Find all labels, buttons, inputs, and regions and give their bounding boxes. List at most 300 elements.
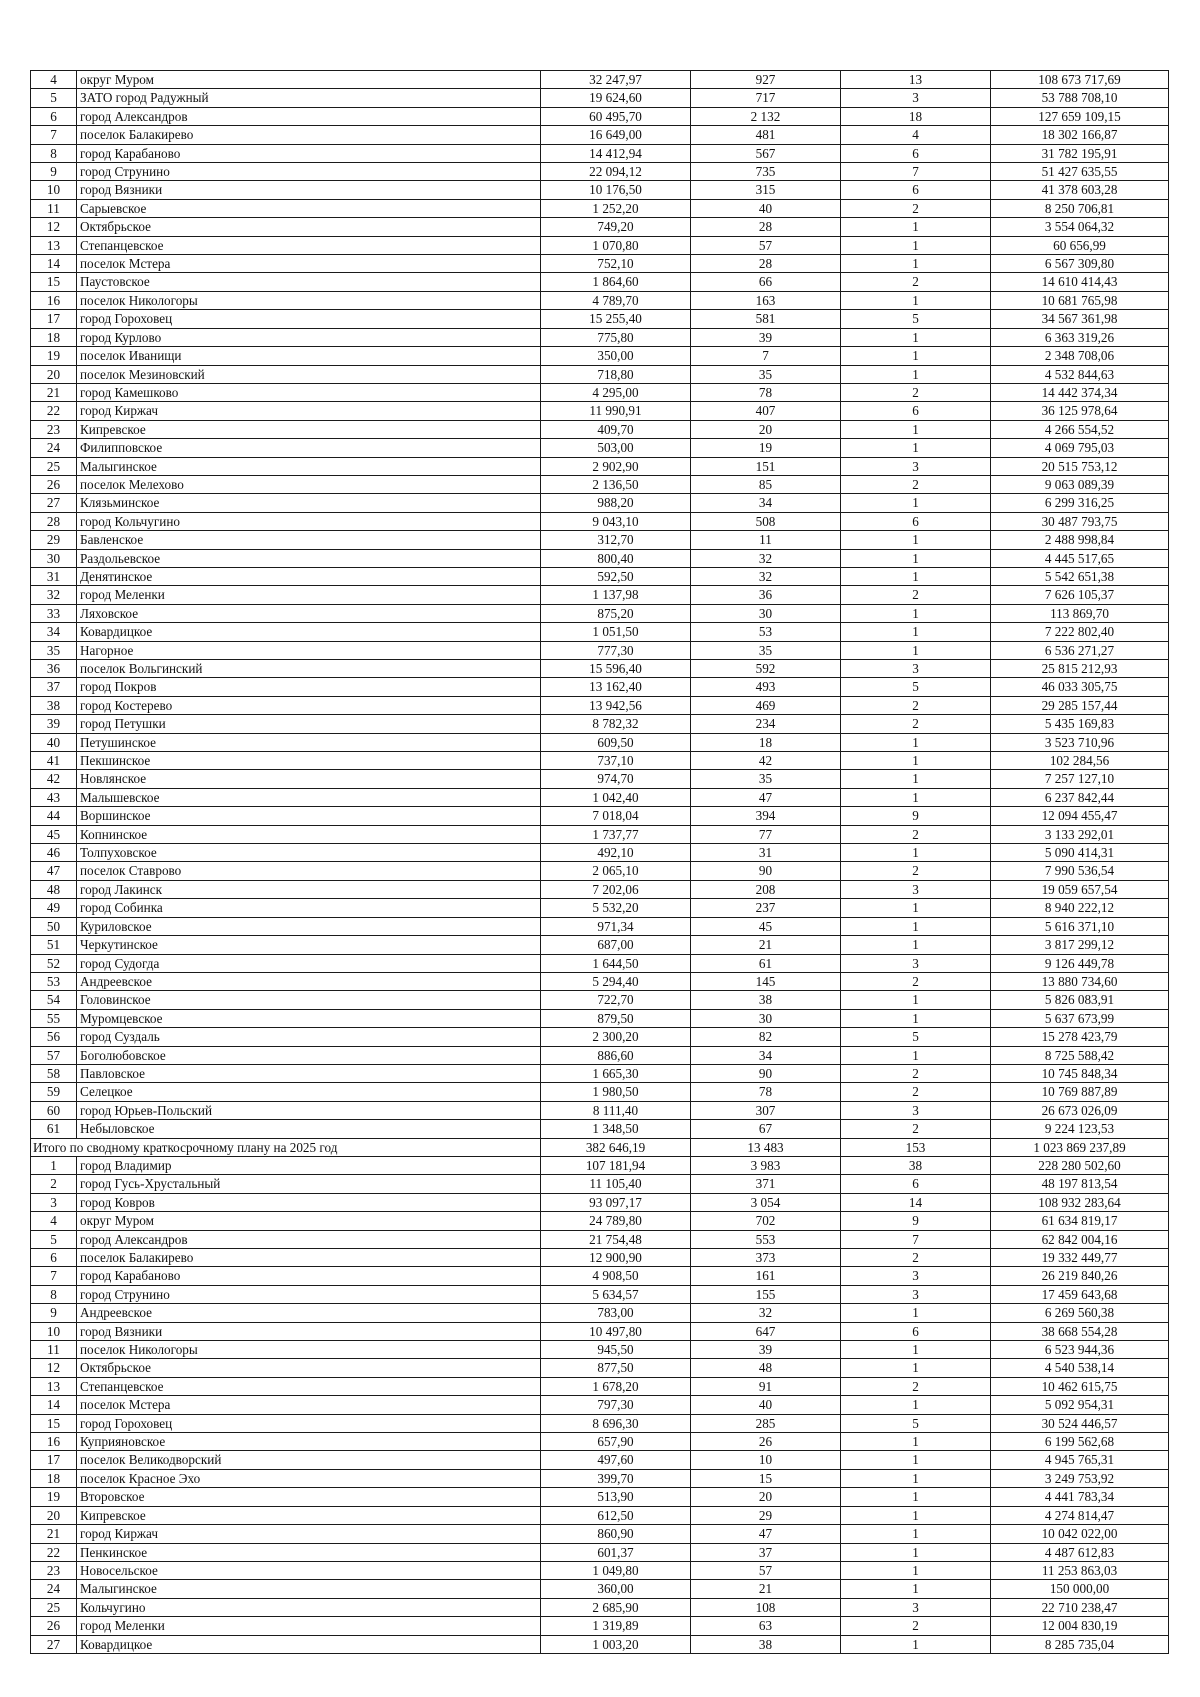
area-value: 19 624,60: [541, 89, 691, 107]
area-value: 2 902,90: [541, 457, 691, 475]
residents-value: 307: [691, 1101, 841, 1119]
residents-value: 32: [691, 549, 841, 567]
table-row: [31, 1617, 1169, 1635]
municipality-name: город Меленки: [77, 1617, 541, 1635]
area-value: 797,30: [541, 1396, 691, 1414]
houses-value: 1: [841, 604, 991, 622]
cost-value: 108 932 283,64: [991, 1193, 1169, 1211]
table-row: [31, 328, 1169, 346]
municipality-name: Петушинское: [77, 733, 541, 751]
municipality-name: Толпуховское: [77, 844, 541, 862]
cost-value: 5 616 371,10: [991, 917, 1169, 935]
row-number: 48: [31, 880, 77, 898]
residents-value: 40: [691, 199, 841, 217]
table-row: [31, 218, 1169, 236]
residents-value: 45: [691, 917, 841, 935]
houses-value: 6: [841, 512, 991, 530]
area-value: 777,30: [541, 641, 691, 659]
cost-value: 6 299 316,25: [991, 494, 1169, 512]
cost-value: 4 445 517,65: [991, 549, 1169, 567]
municipality-name: город Камешково: [77, 383, 541, 401]
area-value: 601,37: [541, 1543, 691, 1561]
residents-value: 47: [691, 1525, 841, 1543]
houses-value: 2: [841, 1617, 991, 1635]
table-row: [31, 1598, 1169, 1616]
row-number: 27: [31, 494, 77, 512]
area-value: 8 111,40: [541, 1101, 691, 1119]
municipality-name: город Кольчугино: [77, 512, 541, 530]
row-number: 7: [31, 1267, 77, 1285]
row-number: 58: [31, 1064, 77, 1082]
area-value: 9 043,10: [541, 512, 691, 530]
residents-value: 38: [691, 1635, 841, 1653]
area-value: 5 634,57: [541, 1285, 691, 1303]
row-number: 44: [31, 807, 77, 825]
cost-value: 5 092 954,31: [991, 1396, 1169, 1414]
area-value: 1 737,77: [541, 825, 691, 843]
municipality-name: поселок Иванищи: [77, 347, 541, 365]
residents-value: 647: [691, 1322, 841, 1340]
table-body-part-2: [31, 1156, 1169, 1653]
cost-value: 8 285 735,04: [991, 1635, 1169, 1653]
houses-value: 5: [841, 678, 991, 696]
municipality-name: город Вязники: [77, 1322, 541, 1340]
municipality-name: город Карабаново: [77, 1267, 541, 1285]
repair-plan-table: [30, 70, 1169, 1654]
municipality-name: Ковардицкое: [77, 1635, 541, 1653]
area-value: 350,00: [541, 347, 691, 365]
houses-value: 5: [841, 310, 991, 328]
municipality-name: Боголюбовское: [77, 1046, 541, 1064]
table-row: [31, 733, 1169, 751]
row-number: 33: [31, 604, 77, 622]
row-number: 20: [31, 365, 77, 383]
residents-value: 151: [691, 457, 841, 475]
cost-value: 26 219 840,26: [991, 1267, 1169, 1285]
row-number: 55: [31, 1009, 77, 1027]
table-row: [31, 1525, 1169, 1543]
area-value: 971,34: [541, 917, 691, 935]
municipality-name: Филипповское: [77, 439, 541, 457]
table-row: [31, 807, 1169, 825]
area-value: 1 348,50: [541, 1120, 691, 1138]
area-value: 875,20: [541, 604, 691, 622]
row-number: 17: [31, 1451, 77, 1469]
residents-value: 38: [691, 991, 841, 1009]
row-number: 57: [31, 1046, 77, 1064]
cost-value: 46 033 305,75: [991, 678, 1169, 696]
municipality-name: город Киржач: [77, 402, 541, 420]
table-row: [31, 383, 1169, 401]
row-number: 10: [31, 1322, 77, 1340]
municipality-name: поселок Мелехово: [77, 475, 541, 493]
table-row: [31, 715, 1169, 733]
cost-value: 4 441 783,34: [991, 1488, 1169, 1506]
houses-value: 9: [841, 807, 991, 825]
area-value: 14 412,94: [541, 144, 691, 162]
cost-value: 11 253 863,03: [991, 1561, 1169, 1579]
table-row: [31, 1230, 1169, 1248]
municipality-name: город Александров: [77, 1230, 541, 1248]
houses-value: 1: [841, 365, 991, 383]
row-number: 21: [31, 1525, 77, 1543]
houses-value: 6: [841, 402, 991, 420]
row-number: 43: [31, 788, 77, 806]
row-number: 12: [31, 218, 77, 236]
row-number: 59: [31, 1083, 77, 1101]
municipality-name: город Киржач: [77, 1525, 541, 1543]
houses-value: 2: [841, 586, 991, 604]
area-value: 592,50: [541, 567, 691, 585]
municipality-name: город Меленки: [77, 586, 541, 604]
houses-value: 2: [841, 862, 991, 880]
municipality-name: Небыловское: [77, 1120, 541, 1138]
table-row: [31, 917, 1169, 935]
residents-value: 20: [691, 1488, 841, 1506]
residents-value: 39: [691, 1341, 841, 1359]
houses-value: 5: [841, 1028, 991, 1046]
cost-value: 4 945 765,31: [991, 1451, 1169, 1469]
municipality-name: поселок Ставрово: [77, 862, 541, 880]
houses-value: 4: [841, 126, 991, 144]
houses-value: 1: [841, 641, 991, 659]
table-row: [31, 1469, 1169, 1487]
municipality-name: город Покров: [77, 678, 541, 696]
area-value: 4 789,70: [541, 291, 691, 309]
table-row: [31, 1028, 1169, 1046]
houses-value: 1: [841, 1396, 991, 1414]
table-row: [31, 144, 1169, 162]
row-number: 49: [31, 899, 77, 917]
cost-value: 9 224 123,53: [991, 1120, 1169, 1138]
area-value: 513,90: [541, 1488, 691, 1506]
area-value: 2 065,10: [541, 862, 691, 880]
residents-value: 155: [691, 1285, 841, 1303]
row-number: 1: [31, 1156, 77, 1174]
residents-value: 26: [691, 1433, 841, 1451]
municipality-name: город Владимир: [77, 1156, 541, 1174]
table-body-part-1: [31, 71, 1169, 1139]
table-row: [31, 347, 1169, 365]
row-number: 9: [31, 163, 77, 181]
table-row: [31, 770, 1169, 788]
cost-value: 5 637 673,99: [991, 1009, 1169, 1027]
row-number: 32: [31, 586, 77, 604]
row-number: 5: [31, 1230, 77, 1248]
cost-value: 17 459 643,68: [991, 1285, 1169, 1303]
area-value: 783,00: [541, 1304, 691, 1322]
municipality-name: поселок Балакирево: [77, 126, 541, 144]
houses-value: 6: [841, 181, 991, 199]
row-number: 11: [31, 199, 77, 217]
municipality-name: Бавленское: [77, 531, 541, 549]
row-number: 39: [31, 715, 77, 733]
residents-value: 3 983: [691, 1156, 841, 1174]
table-row: [31, 936, 1169, 954]
houses-value: 1: [841, 1635, 991, 1653]
municipality-name: Селецкое: [77, 1083, 541, 1101]
cost-value: 3 817 299,12: [991, 936, 1169, 954]
area-value: 312,70: [541, 531, 691, 549]
residents-value: 592: [691, 660, 841, 678]
residents-value: 53: [691, 623, 841, 641]
municipality-name: Андреевское: [77, 1304, 541, 1322]
cost-value: 53 788 708,10: [991, 89, 1169, 107]
area-value: 886,60: [541, 1046, 691, 1064]
row-number: 12: [31, 1359, 77, 1377]
residents-value: 78: [691, 383, 841, 401]
municipality-name: поселок Балакирево: [77, 1249, 541, 1267]
row-number: 14: [31, 1396, 77, 1414]
table-row: [31, 420, 1169, 438]
cost-value: 9 063 089,39: [991, 475, 1169, 493]
cost-value: 4 069 795,03: [991, 439, 1169, 457]
houses-value: 1: [841, 1525, 991, 1543]
total-people: 13 483: [691, 1138, 841, 1156]
total-cost: 1 023 869 237,89: [991, 1138, 1169, 1156]
area-value: 15 255,40: [541, 310, 691, 328]
municipality-name: ЗАТО город Радужный: [77, 89, 541, 107]
residents-value: 10: [691, 1451, 841, 1469]
municipality-name: город Петушки: [77, 715, 541, 733]
cost-value: 14 442 374,34: [991, 383, 1169, 401]
municipality-name: Павловское: [77, 1064, 541, 1082]
municipality-name: город Костерево: [77, 696, 541, 714]
houses-value: 1: [841, 255, 991, 273]
area-value: 8 782,32: [541, 715, 691, 733]
table-row: [31, 696, 1169, 714]
area-value: 12 900,90: [541, 1249, 691, 1267]
municipality-name: город Гусь-Хрустальный: [77, 1175, 541, 1193]
area-value: 1 049,80: [541, 1561, 691, 1579]
area-value: 13 162,40: [541, 678, 691, 696]
municipality-name: Новосельское: [77, 1561, 541, 1579]
table-row: [31, 1414, 1169, 1432]
cost-value: 20 515 753,12: [991, 457, 1169, 475]
municipality-name: Муромцевское: [77, 1009, 541, 1027]
cost-value: 2 348 708,06: [991, 347, 1169, 365]
houses-value: 1: [841, 328, 991, 346]
area-value: 60 495,70: [541, 107, 691, 125]
houses-value: 2: [841, 715, 991, 733]
area-value: 609,50: [541, 733, 691, 751]
cost-value: 10 462 615,75: [991, 1377, 1169, 1395]
houses-value: 1: [841, 788, 991, 806]
houses-value: 1: [841, 844, 991, 862]
row-number: 37: [31, 678, 77, 696]
residents-value: 702: [691, 1212, 841, 1230]
cost-value: 113 869,70: [991, 604, 1169, 622]
cost-value: 6 269 560,38: [991, 1304, 1169, 1322]
row-number: 13: [31, 236, 77, 254]
residents-value: 35: [691, 365, 841, 383]
residents-value: 34: [691, 1046, 841, 1064]
table-row: [31, 1267, 1169, 1285]
municipality-name: Пенкинское: [77, 1543, 541, 1561]
cost-value: 19 059 657,54: [991, 880, 1169, 898]
houses-value: 18: [841, 107, 991, 125]
municipality-name: город Собинка: [77, 899, 541, 917]
row-number: 45: [31, 825, 77, 843]
cost-value: 7 257 127,10: [991, 770, 1169, 788]
row-number: 47: [31, 862, 77, 880]
cost-value: 25 815 212,93: [991, 660, 1169, 678]
residents-value: 371: [691, 1175, 841, 1193]
houses-value: 1: [841, 1543, 991, 1561]
municipality-name: Кольчугино: [77, 1598, 541, 1616]
row-number: 21: [31, 383, 77, 401]
area-value: 1 665,30: [541, 1064, 691, 1082]
houses-value: 1: [841, 1580, 991, 1598]
row-number: 4: [31, 71, 77, 89]
area-value: 737,10: [541, 752, 691, 770]
residents-value: 469: [691, 696, 841, 714]
houses-value: 1: [841, 1341, 991, 1359]
cost-value: 228 280 502,60: [991, 1156, 1169, 1174]
municipality-name: Головинское: [77, 991, 541, 1009]
residents-value: 2 132: [691, 107, 841, 125]
row-number: 19: [31, 347, 77, 365]
table-row: [31, 475, 1169, 493]
table-row: [31, 1212, 1169, 1230]
row-number: 34: [31, 623, 77, 641]
area-value: 1 003,20: [541, 1635, 691, 1653]
houses-value: 2: [841, 825, 991, 843]
residents-value: 28: [691, 218, 841, 236]
cost-value: 19 332 449,77: [991, 1249, 1169, 1267]
municipality-name: Черкутинское: [77, 936, 541, 954]
cost-value: 30 487 793,75: [991, 512, 1169, 530]
houses-value: 1: [841, 1561, 991, 1579]
area-value: 13 942,56: [541, 696, 691, 714]
table-row: [31, 1193, 1169, 1211]
row-number: 40: [31, 733, 77, 751]
row-number: 24: [31, 439, 77, 457]
row-number: 53: [31, 972, 77, 990]
houses-value: 1: [841, 733, 991, 751]
table-row: [31, 1156, 1169, 1174]
municipality-name: Малыгинское: [77, 457, 541, 475]
table-row: [31, 310, 1169, 328]
residents-value: 208: [691, 880, 841, 898]
table-row: [31, 586, 1169, 604]
row-number: 24: [31, 1580, 77, 1598]
cost-value: 6 567 309,80: [991, 255, 1169, 273]
cost-value: 4 274 814,47: [991, 1506, 1169, 1524]
row-number: 20: [31, 1506, 77, 1524]
area-value: 497,60: [541, 1451, 691, 1469]
table-row: [31, 1322, 1169, 1340]
cost-value: 8 250 706,81: [991, 199, 1169, 217]
table-row: [31, 1433, 1169, 1451]
cost-value: 12 094 455,47: [991, 807, 1169, 825]
houses-value: 1: [841, 549, 991, 567]
houses-value: 2: [841, 1120, 991, 1138]
area-value: 612,50: [541, 1506, 691, 1524]
area-value: 7 018,04: [541, 807, 691, 825]
row-number: 31: [31, 567, 77, 585]
row-number: 51: [31, 936, 77, 954]
row-number: 22: [31, 402, 77, 420]
houses-value: 1: [841, 770, 991, 788]
table-row: [31, 365, 1169, 383]
total-label: Итого по сводному краткосрочному плану на 2025 год: [31, 1138, 541, 1156]
table-row: [31, 678, 1169, 696]
table-row: [31, 1064, 1169, 1082]
houses-value: 1: [841, 236, 991, 254]
municipality-name: город Карабаново: [77, 144, 541, 162]
residents-value: 31: [691, 844, 841, 862]
table-row: [31, 1396, 1169, 1414]
area-value: 1 070,80: [541, 236, 691, 254]
area-value: 11 990,91: [541, 402, 691, 420]
municipality-name: округ Муром: [77, 71, 541, 89]
houses-value: 1: [841, 623, 991, 641]
table-row: [31, 623, 1169, 641]
cost-value: 3 554 064,32: [991, 218, 1169, 236]
houses-value: 1: [841, 567, 991, 585]
area-value: 4 908,50: [541, 1267, 691, 1285]
municipality-name: Второвское: [77, 1488, 541, 1506]
cost-value: 62 842 004,16: [991, 1230, 1169, 1248]
table-row: [31, 788, 1169, 806]
cost-value: 8 725 588,42: [991, 1046, 1169, 1064]
cost-value: 7 222 802,40: [991, 623, 1169, 641]
table-row: [31, 255, 1169, 273]
residents-value: 21: [691, 936, 841, 954]
houses-value: 14: [841, 1193, 991, 1211]
table-row: [31, 107, 1169, 125]
residents-value: 481: [691, 126, 841, 144]
houses-value: 1: [841, 1506, 991, 1524]
row-number: 30: [31, 549, 77, 567]
row-number: 38: [31, 696, 77, 714]
houses-value: 38: [841, 1156, 991, 1174]
houses-value: 3: [841, 457, 991, 475]
residents-value: 7: [691, 347, 841, 365]
municipality-name: Копнинское: [77, 825, 541, 843]
table-row: [31, 1249, 1169, 1267]
municipality-name: город Курлово: [77, 328, 541, 346]
table-row: [31, 402, 1169, 420]
municipality-name: Новлянское: [77, 770, 541, 788]
table-row: [31, 752, 1169, 770]
table-total-section: [31, 1138, 1169, 1156]
houses-value: 3: [841, 1285, 991, 1303]
houses-value: 3: [841, 880, 991, 898]
row-number: 54: [31, 991, 77, 1009]
row-number: 25: [31, 1598, 77, 1616]
row-number: 35: [31, 641, 77, 659]
table-row: [31, 641, 1169, 659]
row-number: 25: [31, 457, 77, 475]
area-value: 5 532,20: [541, 899, 691, 917]
houses-value: 1: [841, 1433, 991, 1451]
municipality-name: Куприяновское: [77, 1433, 541, 1451]
area-value: 800,40: [541, 549, 691, 567]
table-row: [31, 181, 1169, 199]
row-number: 23: [31, 420, 77, 438]
cost-value: 5 826 083,91: [991, 991, 1169, 1009]
residents-value: 90: [691, 1064, 841, 1082]
cost-value: 13 880 734,60: [991, 972, 1169, 990]
houses-value: 1: [841, 917, 991, 935]
area-value: 877,50: [541, 1359, 691, 1377]
municipality-name: Кипревское: [77, 420, 541, 438]
municipality-name: город Суздаль: [77, 1028, 541, 1046]
municipality-name: поселок Великодворский: [77, 1451, 541, 1469]
residents-value: 30: [691, 1009, 841, 1027]
